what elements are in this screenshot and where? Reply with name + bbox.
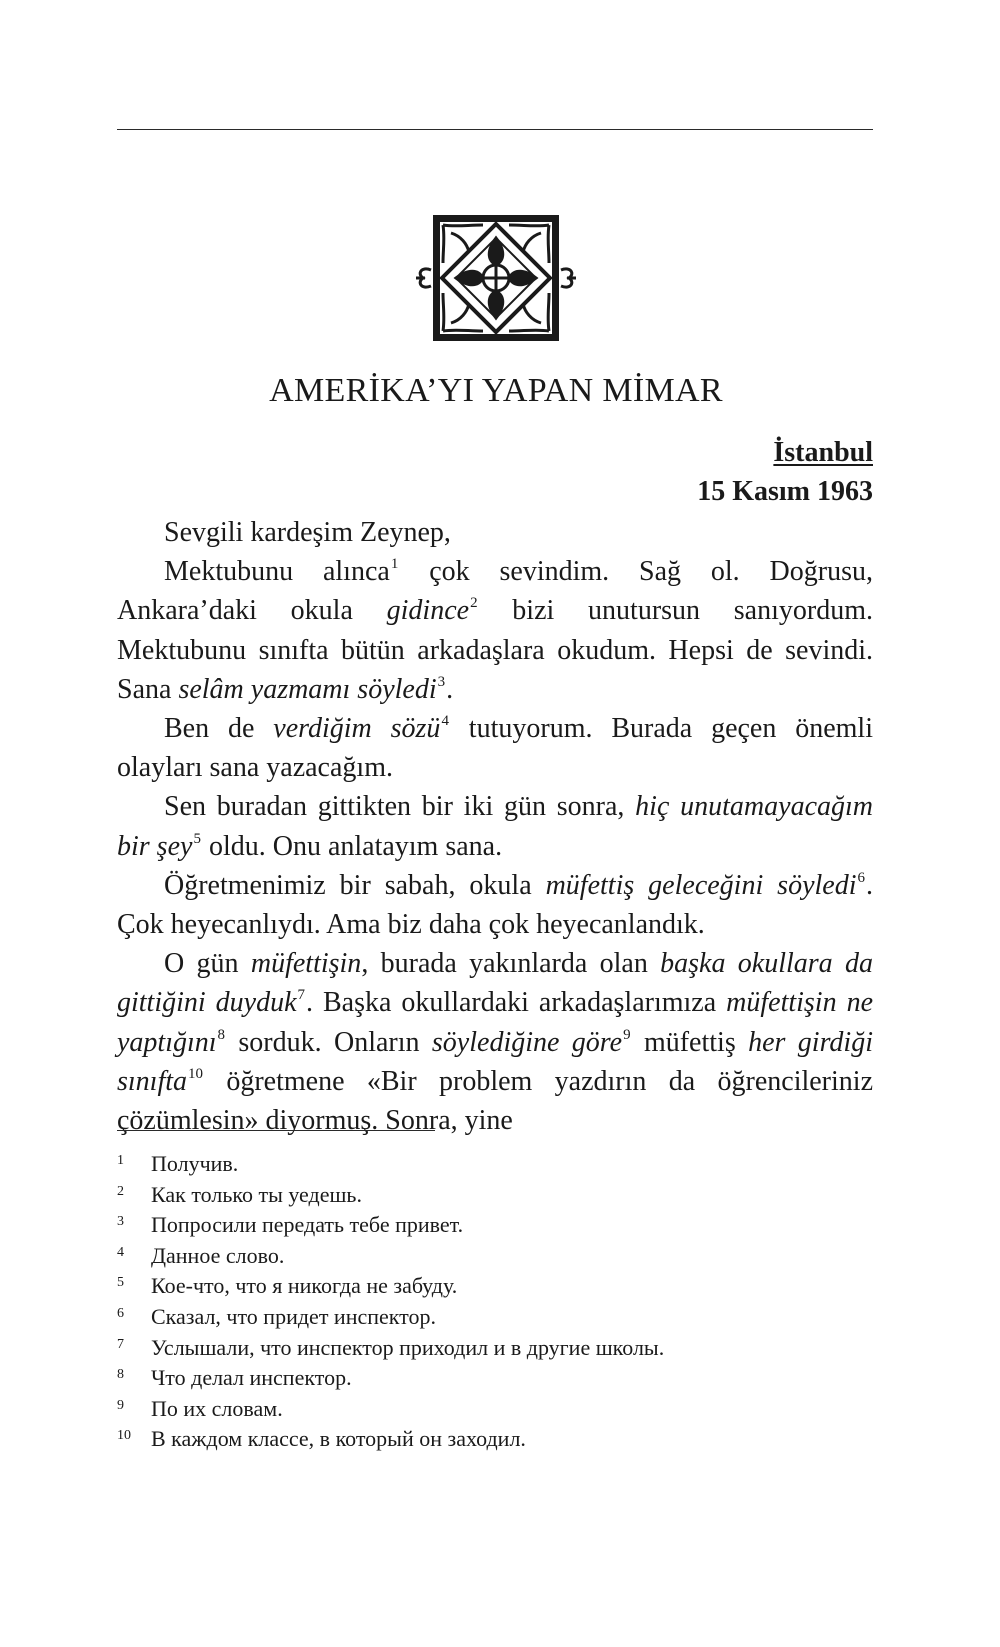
footnote-ref: 5 [193, 830, 201, 847]
footnote-item [117, 1180, 877, 1211]
letter-body [117, 513, 873, 1140]
footnote-number: 3 [117, 1214, 124, 1230]
footnote-number: 8 [117, 1367, 124, 1383]
footnote-item [117, 1241, 877, 1272]
footnote-text: Получив. [151, 1151, 239, 1176]
footnote-ref: 1 [390, 556, 399, 573]
italic-phrase: hiç unutamayacağım bir şey [117, 791, 873, 862]
footnote-ref: 10 [188, 1065, 204, 1082]
header-rule [117, 129, 873, 130]
italic-phrase: başka okullara da gittiğini duyduk [117, 948, 873, 1019]
text-run: çok sevindim. Sağ ol. Doğrusu, Ankara’daki okula [117, 556, 874, 627]
footnote-number: 9 [117, 1397, 124, 1413]
footnote-item [117, 1333, 877, 1364]
text-run: . Başka okullardaki arkadaşlarımıza [306, 987, 727, 1019]
italic-phrase: gidince [386, 595, 470, 627]
footnote-ref: 9 [623, 1026, 631, 1043]
paragraph [117, 709, 873, 787]
text-run: sorduk. Onların [226, 1026, 432, 1058]
text-run: Sevgili kardeşim Zeynep, [164, 517, 451, 548]
footnote-number: 1 [117, 1153, 124, 1168]
footnote-item [117, 1394, 877, 1425]
paragraph [117, 944, 873, 1140]
footnote-list [117, 1149, 877, 1455]
italic-phrase: müfettişin ne yaptığını [117, 987, 873, 1058]
footnote-ref: 8 [217, 1026, 226, 1043]
footnote-text: Что делал инспектор. [151, 1365, 352, 1391]
italic-phrase: verdiğim sözü [273, 713, 441, 745]
italic-phrase: müfettiş geleceğini söyledi [545, 869, 857, 901]
footnote-number: 5 [117, 1275, 124, 1291]
footnote-ref: 3 [437, 673, 446, 690]
footnote-rule [117, 1130, 435, 1131]
italic-phrase: her girdiği sınıfta [117, 1026, 873, 1097]
footnote-item [117, 1363, 877, 1394]
footnote-text: Услышали, что инспектор приходил и в другие школы. [151, 1334, 665, 1360]
footnote-text: Сказал, что придет инспектор. [151, 1303, 437, 1329]
footnote-number: 2 [117, 1183, 124, 1199]
footnote-item [117, 1149, 877, 1180]
letter-place: İstanbul [773, 437, 873, 468]
paragraph [117, 552, 873, 709]
footnote-ref: 2 [470, 595, 478, 612]
text-run: Mektubunu alınca [164, 556, 390, 588]
page-title: AMERİKA’YI YAPAN MİMAR [269, 372, 723, 409]
footnote-number: 10 [117, 1428, 131, 1444]
ornament-icon [413, 208, 583, 341]
italic-phrase: selâm yazmamı söyledi [178, 673, 437, 705]
footnote-text: Кое-что, что я никогда не забуду. [151, 1273, 458, 1299]
footnote-text: Как только ты уедешь. [151, 1181, 362, 1207]
letter-date: 15 Kasım 1963 [697, 476, 873, 507]
footnote-number: 6 [117, 1305, 124, 1321]
footnote-number: 7 [117, 1336, 124, 1352]
text-run: Öğretmenimiz bir sabah, okula [164, 869, 546, 901]
text-run: öğretmene «Bir problem yazdırın da öğrencileriniz çözümlesin» diyormuş. Sonra, yine [117, 1065, 873, 1137]
text-run: tutuyorum. Burada geçen önemli olayları sana yazacağım. [117, 713, 873, 784]
footnote-item [117, 1210, 877, 1241]
footnote-text: По их словам. [151, 1395, 283, 1421]
text-run: O gün [164, 948, 251, 980]
footnote-number: 4 [117, 1244, 124, 1260]
text-run: Ben de [164, 713, 274, 745]
paragraph [117, 513, 873, 552]
text-run: , burada yakınlarda olan [361, 948, 661, 980]
text-run: Sen buradan gittikten bir iki gün sonra, [164, 791, 636, 823]
footnote-text: В каждом классе, в который он заходил. [151, 1426, 526, 1452]
text-run: bizi unutursun sanıyordum. Mektubunu sınıfta bütün arkadaşlara okudum. Hepsi de sevindi. Sana [117, 595, 873, 705]
italic-phrase: söylediğine göre [431, 1026, 623, 1058]
text-run: müfettiş [631, 1026, 749, 1058]
footnote-ref: 7 [297, 987, 306, 1004]
text-run: . [446, 673, 454, 705]
footnote-text: Данное слово. [151, 1242, 285, 1268]
footnote-item [117, 1424, 877, 1455]
italic-phrase: müfettişin [250, 948, 362, 980]
footnote-item [117, 1271, 877, 1302]
paragraph [117, 787, 873, 865]
text-run: . Çok heyecanlıydı. Ama biz daha çok heyecanlandık. [117, 869, 873, 941]
footnote-text: Попросили передать тебе привет. [151, 1212, 464, 1238]
footnote-ref: 6 [857, 869, 865, 886]
footnote-item [117, 1302, 877, 1333]
footnote-ref: 4 [441, 713, 449, 730]
paragraph [117, 866, 873, 944]
text-run: oldu. Onu anlatayım sana. [201, 830, 503, 862]
